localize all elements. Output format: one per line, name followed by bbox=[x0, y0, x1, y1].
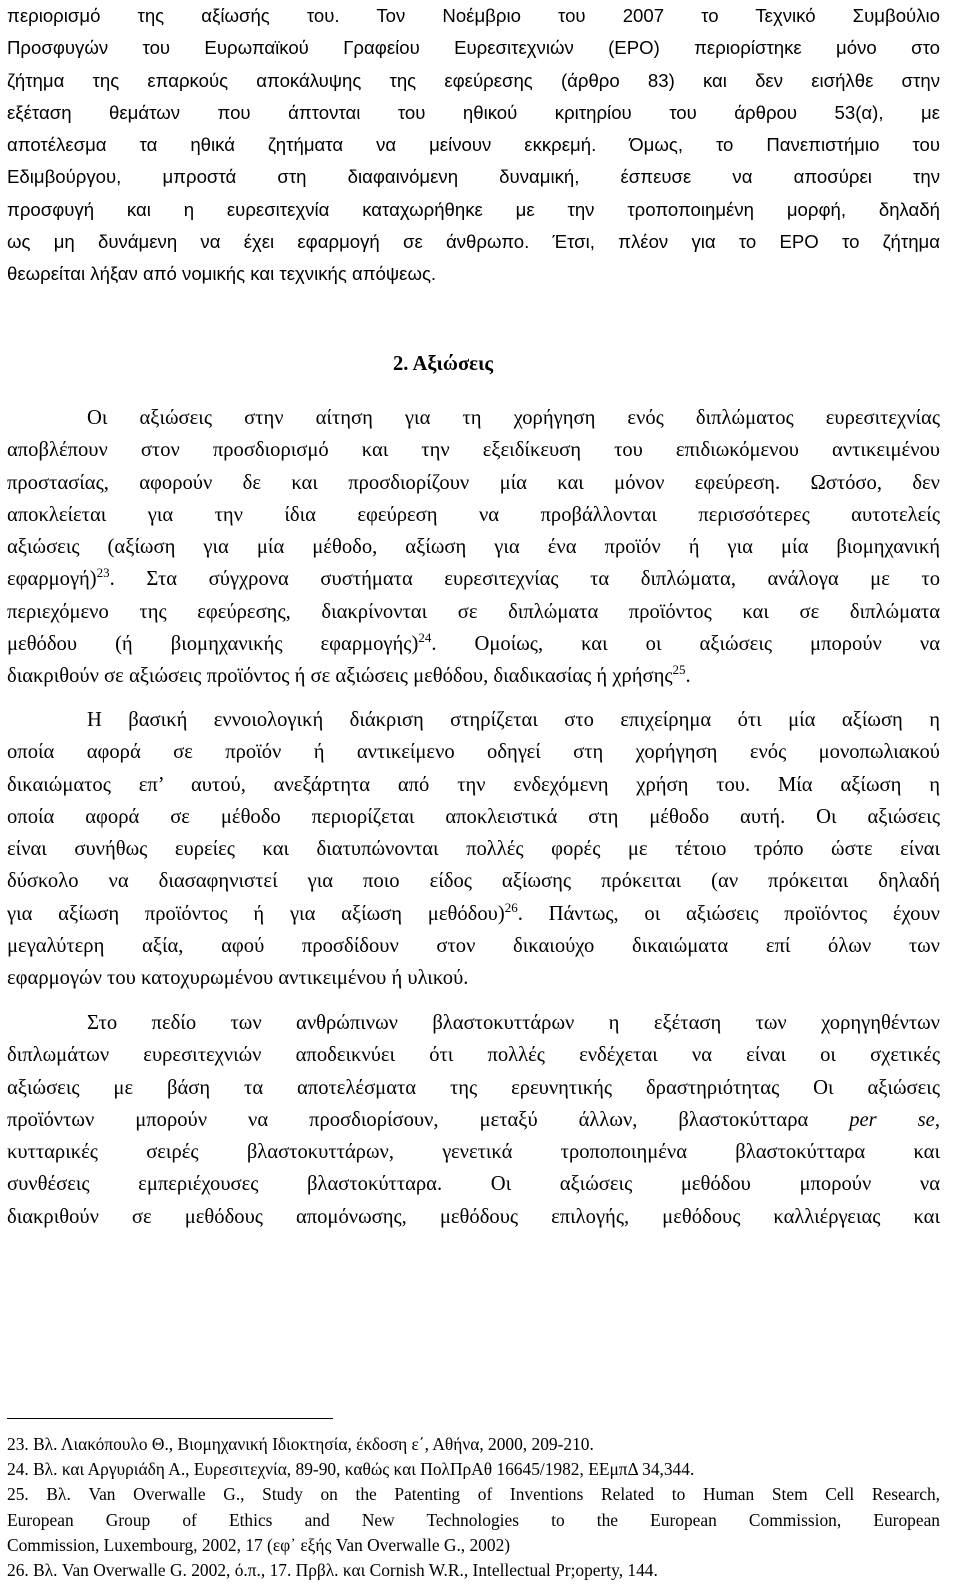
text-line: οποία αφορά σε προϊόν ή αντικείμενο οδηγεί στη χορήγηση ενός μονοπωλιακού bbox=[7, 741, 940, 764]
text-line: Η βασική εννοιολογική διάκριση στηρίζεται στο επιχείρημα ότι μία αξίωση η bbox=[87, 709, 940, 731]
text-fragment: , bbox=[934, 1108, 940, 1131]
text-fragment: μεθόδου (ή βιομηχανικής εφαρμογής) bbox=[7, 633, 419, 656]
text-line: αποβλέπουν στον προσδιορισμό και την εξειδίκευση του επιδιωκόμενου αντικειμένου bbox=[7, 439, 940, 462]
footnote-26: 26. Βλ. Van Overwalle G. 2002, ό.π., 17. Πρβλ. και Cornish W.R., Intellectual Pr;operty, 144. bbox=[7, 1559, 658, 1580]
text-fragment: διακριθούν σε αξιώσεις προϊόντος ή σε αξιώσεις μεθόδου, διαδικασίας ή χρήσης bbox=[7, 665, 673, 688]
text-line: είναι συνήθως ευρείες και διατυπώνονται πολλές φορές με τέτοιο τρόπο ώστε είναι bbox=[7, 838, 940, 861]
text-line: Οι αξιώσεις στην αίτηση για τη χορήγηση ενός διπλώματος ευρεσιτεχνίας bbox=[87, 407, 940, 429]
footnote-ref-23: 23 bbox=[96, 565, 110, 581]
footnote-24: 24. Βλ. και Αργυριάδη Α., Ευρεσιτεχνία, 89-90, καθώς και ΠολΠρΑθ 16645/1982, ΕΕμπΔ 34,344. bbox=[7, 1459, 695, 1480]
text-line: Προσφυγών του Ευρωπαϊκού Γραφείου Ευρεσιτεχνιών (EPO) περιορίστηκε μόνο στο bbox=[7, 37, 940, 59]
text-line: Στο πεδίο των ανθρώπινων βλαστοκυττάρων η εξέταση των χορηγηθέντων bbox=[87, 1012, 940, 1034]
section-heading: 2. Αξιώσεις bbox=[393, 353, 494, 375]
text-line: αξιώσεις (αξίωση για μία μέθοδο, αξίωση για ένα προϊόν ή για μία βιομηχανική bbox=[7, 536, 940, 559]
text-line: δύσκολο να διασαφηνιστεί για ποιο είδος αξίωσης πρόκειται (αν πρόκειται δηλαδή bbox=[7, 870, 940, 893]
footnote-ref-24: 24 bbox=[418, 630, 432, 646]
text-line: αξιώσεις με βάση τα αποτελέσματα της ερευνητικής δραστηριότητας Οι αξιώσεις bbox=[7, 1076, 940, 1099]
footnote-25: 25. Βλ. Van Overwalle G., Study on the Patenting of Inventions Related to Human Stem Cell Research, bbox=[7, 1484, 940, 1505]
text-fragment: για αξίωση προϊόντος ή για αξίωση μεθόδου) bbox=[7, 902, 505, 925]
text-line: περιεχόμενο της εφεύρεσης, διακρίνονται σε διπλώματα προϊόντος και σε διπλώματα bbox=[7, 600, 940, 623]
footnotes bbox=[7, 1432, 940, 1583]
text-line: συνθέσεις εμπεριέχουσες βλαστοκύτταρα. Οι αξιώσεις μεθόδου μπορούν να bbox=[7, 1173, 940, 1196]
intro-paragraph bbox=[7, 0, 940, 291]
text-line: εφαρμογών του κατοχυρωμένου αντικειμένου ή υλικού. bbox=[7, 967, 469, 990]
text-line: δικαιώματος επ’ αυτού, ανεξάρτητα από την ενδεχόμενη χρήση του. Μία αξίωση η bbox=[7, 773, 940, 796]
footnote-25-cont: European Group of Ethics and New Technologies to the European Commission, European bbox=[7, 1509, 940, 1530]
footnote-25-cont: Commission, Luxembourg, 2002, 17 (εφ᾽ εξής Van Overwalle G., 2002) bbox=[7, 1534, 511, 1555]
text-line bbox=[7, 563, 940, 595]
text-fragment: . Ομοίως, και οι αξιώσεις μπορούν να bbox=[431, 633, 940, 656]
text-fragment: εφαρμογή) bbox=[7, 568, 97, 591]
footnote-separator bbox=[7, 1418, 333, 1419]
claims-paragraph-1 bbox=[7, 402, 940, 693]
text-line: μεγαλύτερη αξία, αφού προσδίδουν στον δικαιούχο δικαιώματα επί όλων των bbox=[7, 935, 940, 958]
text-line: διακριθούν σε μεθόδους απομόνωσης, μεθόδους επιλογής, μεθόδους καλλιέργειας και bbox=[7, 1205, 940, 1228]
text-fragment: προϊόντων μπορούν να προσδιορίσουν, μεταξύ άλλων, βλαστοκύτταρα bbox=[7, 1108, 809, 1131]
footnote-ref-25: 25 bbox=[672, 662, 686, 678]
text-fragment: . Πάντως, οι αξιώσεις προϊόντος έχουν bbox=[517, 902, 940, 925]
footnote-23: 23. Βλ. Λιακόπουλο Θ., Βιομηχανική Ιδιοκτησία, έκδοση ε΄, Αθήνα, 2000, 209-210. bbox=[7, 1434, 594, 1454]
text-line: ως μη δυνάμενη να έχει εφαρμογή σε άνθρωπο. Έτσι, πλέον για το EPO το ζήτημα bbox=[7, 231, 940, 253]
text-line: διπλωμάτων ευρεσιτεχνιών αποδεικνύει ότι πολλές ενδέχεται να είναι οι σχετικές bbox=[7, 1044, 940, 1067]
claims-paragraph-3 bbox=[7, 1007, 940, 1233]
text-fragment: . bbox=[685, 665, 691, 688]
text-line: οποία αφορά σε μέθοδο περιορίζεται αποκλειστικά στη μέθοδο αυτή. Οι αξιώσεις bbox=[7, 805, 940, 828]
text-line bbox=[7, 898, 940, 930]
text-line: αποτέλεσμα τα ηθικά ζητήματα να μείνουν εκκρεμή. Όμως, το Πανεπιστήμιο του bbox=[7, 134, 940, 156]
text-line bbox=[7, 628, 940, 660]
text-line: προστασίας, αφορούν δε και προσδιορίζουν μία και μόνον εφεύρεση. Ωστόσο, δεν bbox=[7, 471, 940, 494]
italic-term: per se bbox=[849, 1108, 935, 1131]
text-line: εξέταση θεμάτων που άπτονται του ηθικού κριτηρίου του άρθρου 53(α), με bbox=[7, 101, 940, 123]
text-line: αποκλείεται για την ίδια εφεύρεση να προβάλλονται περισσότερες αυτοτελείς bbox=[7, 503, 940, 526]
text-line bbox=[7, 660, 940, 692]
text-line: Εδιμβούργου, μπροστά στη διαφαινόμενη δυναμική, έσπευσε να αποσύρει την bbox=[7, 166, 940, 188]
text-line: περιορισμό της αξίωσής του. Τον Νοέμβριο του 2007 το Τεχνικό Συμβούλιο bbox=[7, 5, 940, 26]
text-line: κυτταρικές σειρές βλαστοκυττάρων, γενετικά τροποποιημένα βλαστοκύτταρα και bbox=[7, 1141, 940, 1164]
text-fragment: . Στα σύγχρονα συστήματα ευρεσιτεχνίας τα διπλώματα, ανάλογα με το bbox=[109, 568, 940, 591]
footnote-ref-26: 26 bbox=[504, 899, 518, 915]
claims-paragraph-2 bbox=[7, 704, 940, 995]
text-line bbox=[7, 1104, 940, 1136]
text-line: προσφυγή και η ευρεσιτεχνία καταχωρήθηκε με την τροποποιημένη μορφή, δηλαδή bbox=[7, 198, 940, 220]
text-line: θεωρείται λήξαν από νομικής και τεχνικής απόψεως. bbox=[7, 263, 437, 285]
text-line: ζήτημα της επαρκούς αποκάλυψης της εφεύρεσης (άρθρο 83) και δεν εισήλθε στην bbox=[7, 69, 940, 91]
